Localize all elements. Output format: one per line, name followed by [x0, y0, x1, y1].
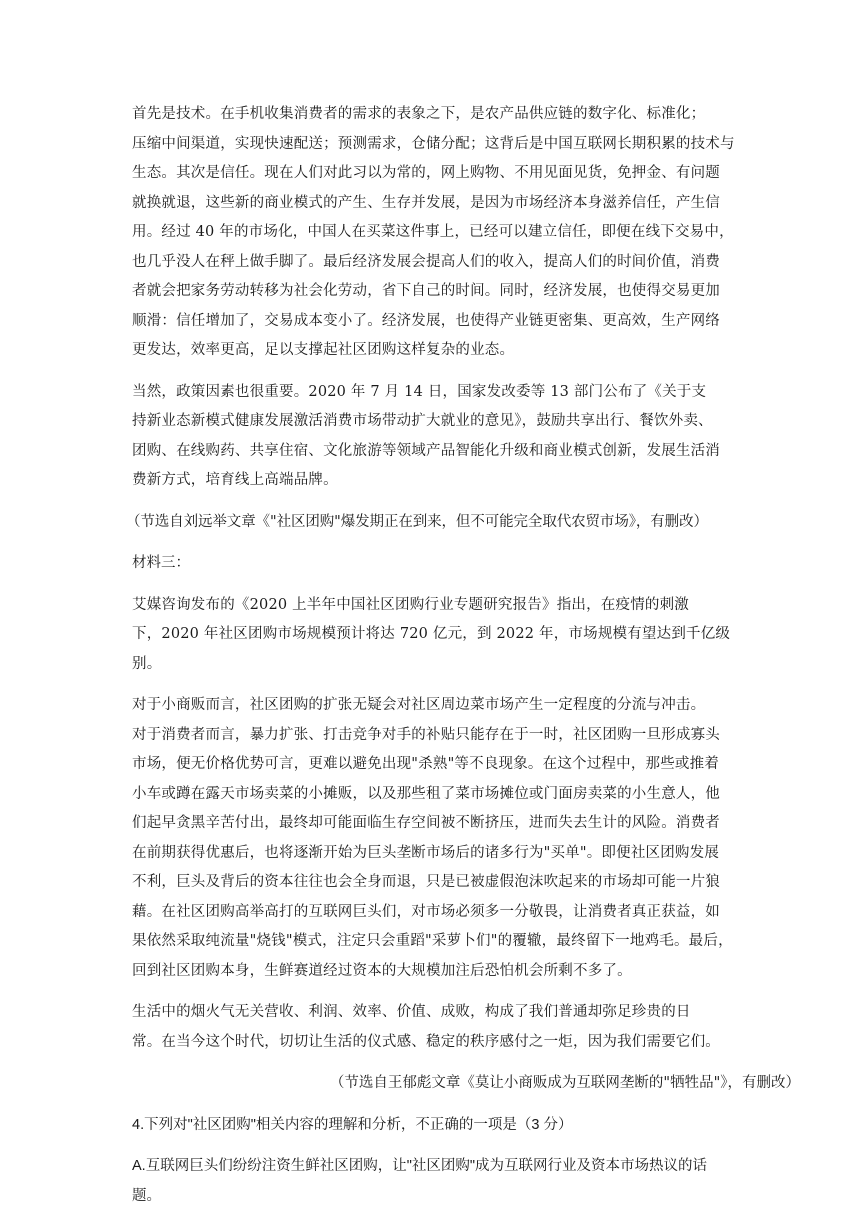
paragraph-small-vendors: 对于小商贩而言，社区团购的扩张无疑会对社区周边菜市场产生一定程度的分流与冲击。 对于消费者而言，暴力扩张、打击竞争对手的补贴只能存在于一时，社区团购一旦形成寡头 市场，便无价格优势可言，更难以避免出现"杀熟"等不良现象。在这个过程中，那些或推着 小车或蹲在露天市场卖菜的小摊贩，以及那些租了菜市场摊位或门面房卖菜的小生意人，他 们起早贪黑辛苦付出，最终却可能面临生存空间被不断挤压，进而失去生计的风险。消费者 在前期获得优惠后，也将逐渐开始为巨头垄断市场后的诸多行为"买单"。即便社区团购发展 不利，巨头及背后的资本往往也会全身而退，只是已被虚假泡沫吹起来的市场却可能一片狼 藉。在社区团购高举高打的互联网巨头们，对市场必须多一分敬畏，让消费者真正获益，如 果依然采取纯流量"烧钱"模式，注定只会重蹈"采萝卜们"的覆辙，最终留下一地鸡毛。最后， 回到社区团购本身，生鲜赛道经过资本的大规模加注后恐怕机会所剩不多了。	[132, 697, 733, 979]
paragraph-technology-trust: 首先是技术。在手机收集消费者的需求的表象之下，是农产品供应链的数字化、标准化； 压缩中间渠道，实现快速配送；预测需求，仓储分配；这背后是中国互联网长期积累的技术与 生态。其次是信任。现在人们对此习以为常的，网上购物、不用见面见货，免押金、有问题 就换就退，这些新的商业模式的产生、生存并发展，是因为市场经济本身滋养信任，产生信 用。经过 40 年的市场化，中国人在买菜这件事上，已经可以建立信任，即便在线下交易中， 也几乎没人在秤上做手脚了。最后经济发展会提高人们的收入，提高人们的时间价值，消费 者就会把家务劳动转移为社会化劳动，省下自己的时间。同时，经济发展，也使得交易更加 顺滑：信任增加了，交易成本变小了。经济发展，也使得产业链更密集、更高效，生产网络 更发达，效率更高，足以支撑起社区团购这样复杂的业态。	[132, 106, 735, 358]
question-option-a: A.互联网巨头们纷纷注资生鲜社区团购，让"社区团购"成为互联网行业及资本市场热议的话 题。	[132, 1158, 707, 1204]
source-citation-1: （节选自刘远举文章《"社区团购"爆发期正在到来，但不可能完全取代农贸市场》，有删改）	[126, 513, 708, 530]
paragraph-daily-life: 生活中的烟火气无关营收、利润、效率、价值、成败，构成了我们普通却弥足珍贵的日 常。在当今这个时代，切切让生活的仪式感、稳定的秩序感付之一炬，因为我们需要它们。	[132, 1004, 720, 1050]
material-three-heading: 材料三：	[132, 555, 190, 571]
paragraph-policy: 当然，政策因素也很重要。2020 年 7 月 14 日，国家发改委等 13 部门公布了《关于支 持新业态新模式健康发展激活消费市场带动扩大就业的意见》，鼓励共享出行、餐饮外卖、 团购、在线购药、共享住宿、文化旅游等领域产品智能化升级和商业模式创新，发展生活消 费新方式，培育线上高端品牌。	[132, 383, 720, 488]
source-citation-2: （节选自王郁彪文章《莫让小商贩成为互联网垄断的"牺牲品"》，有删改）	[329, 1075, 800, 1091]
question-stem: 4.下列对"社区团购"相关内容的理解和分析，不正确的一项是（3 分）	[132, 1116, 573, 1133]
paragraph-market-report: 艾媒咨询发布的《2020 上半年中国社区团购行业专题研究报告》指出，在疫情的刺激 下，2020 年社区团购市场规模预计将达 720 亿元，到 2022 年，市场规模有望达到千亿级 别。	[132, 596, 731, 672]
